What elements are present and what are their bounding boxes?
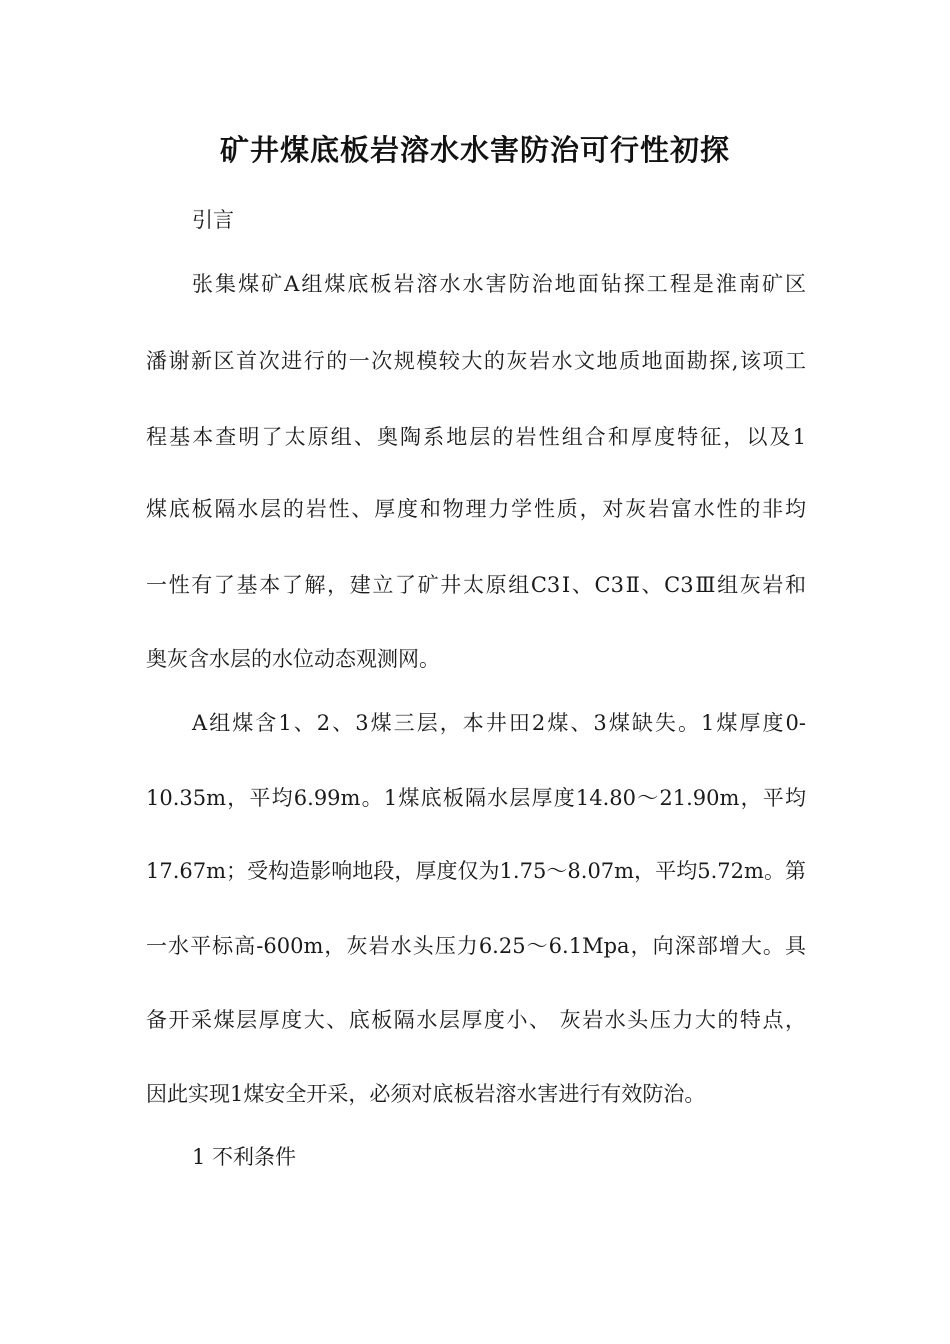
document-title: 矿井煤底板岩溶水水害防治可行性初探 — [219, 133, 730, 167]
paragraph-1-line-3: 程基本查明了太原组、奥陶系地层的岩性组合和厚度特征，以及1 — [146, 425, 806, 449]
section-heading-1: 1 不利条件 — [192, 1145, 297, 1169]
paragraph-1-line-2: 潘谢新区首次进行的一次规模较大的灰岩水文地质地面勘探,该项工 — [146, 349, 806, 373]
paragraph-1-line-1: 张集煤矿A组煤底板岩溶水水害防治地面钻探工程是淮南矿区 — [192, 272, 806, 296]
paragraph-2-line-3: 17.67m；受构造影响地段，厚度仅为1.75～8.07m，平均5.72m。第 — [146, 859, 806, 883]
paragraph-1-line-4: 煤底板隔水层的岩性、厚度和物理力学性质，对灰岩富水性的非均 — [146, 497, 806, 521]
paragraph-1-line-6: 奥灰含水层的水位动态观测网。 — [146, 647, 440, 671]
paragraph-2-line-1: A组煤含1、2、3煤三层，本井田2煤、3煤缺失。1煤厚度0- — [192, 711, 806, 735]
paragraph-2-line-4: 一水平标高-600m，灰岩水头压力6.25～6.1Mpa，向深部增大。具 — [146, 934, 806, 958]
paragraph-2-line-5: 备开采煤层厚度大、底板隔水层厚度小、 灰岩水头压力大的特点， — [146, 1008, 806, 1032]
paragraph-2-line-2: 10.35m，平均6.99m。1煤底板隔水层厚度14.80～21.90m，平均 — [146, 786, 806, 810]
paragraph-1-line-5: 一性有了基本了解，建立了矿井太原组C3Ⅰ、C3Ⅱ、C3Ⅲ组灰岩和 — [146, 573, 806, 597]
section-heading-intro: 引言 — [192, 208, 234, 232]
paragraph-2-line-6: 因此实现1煤安全开采，必须对底板岩溶水害进行有效防治。 — [146, 1082, 706, 1106]
